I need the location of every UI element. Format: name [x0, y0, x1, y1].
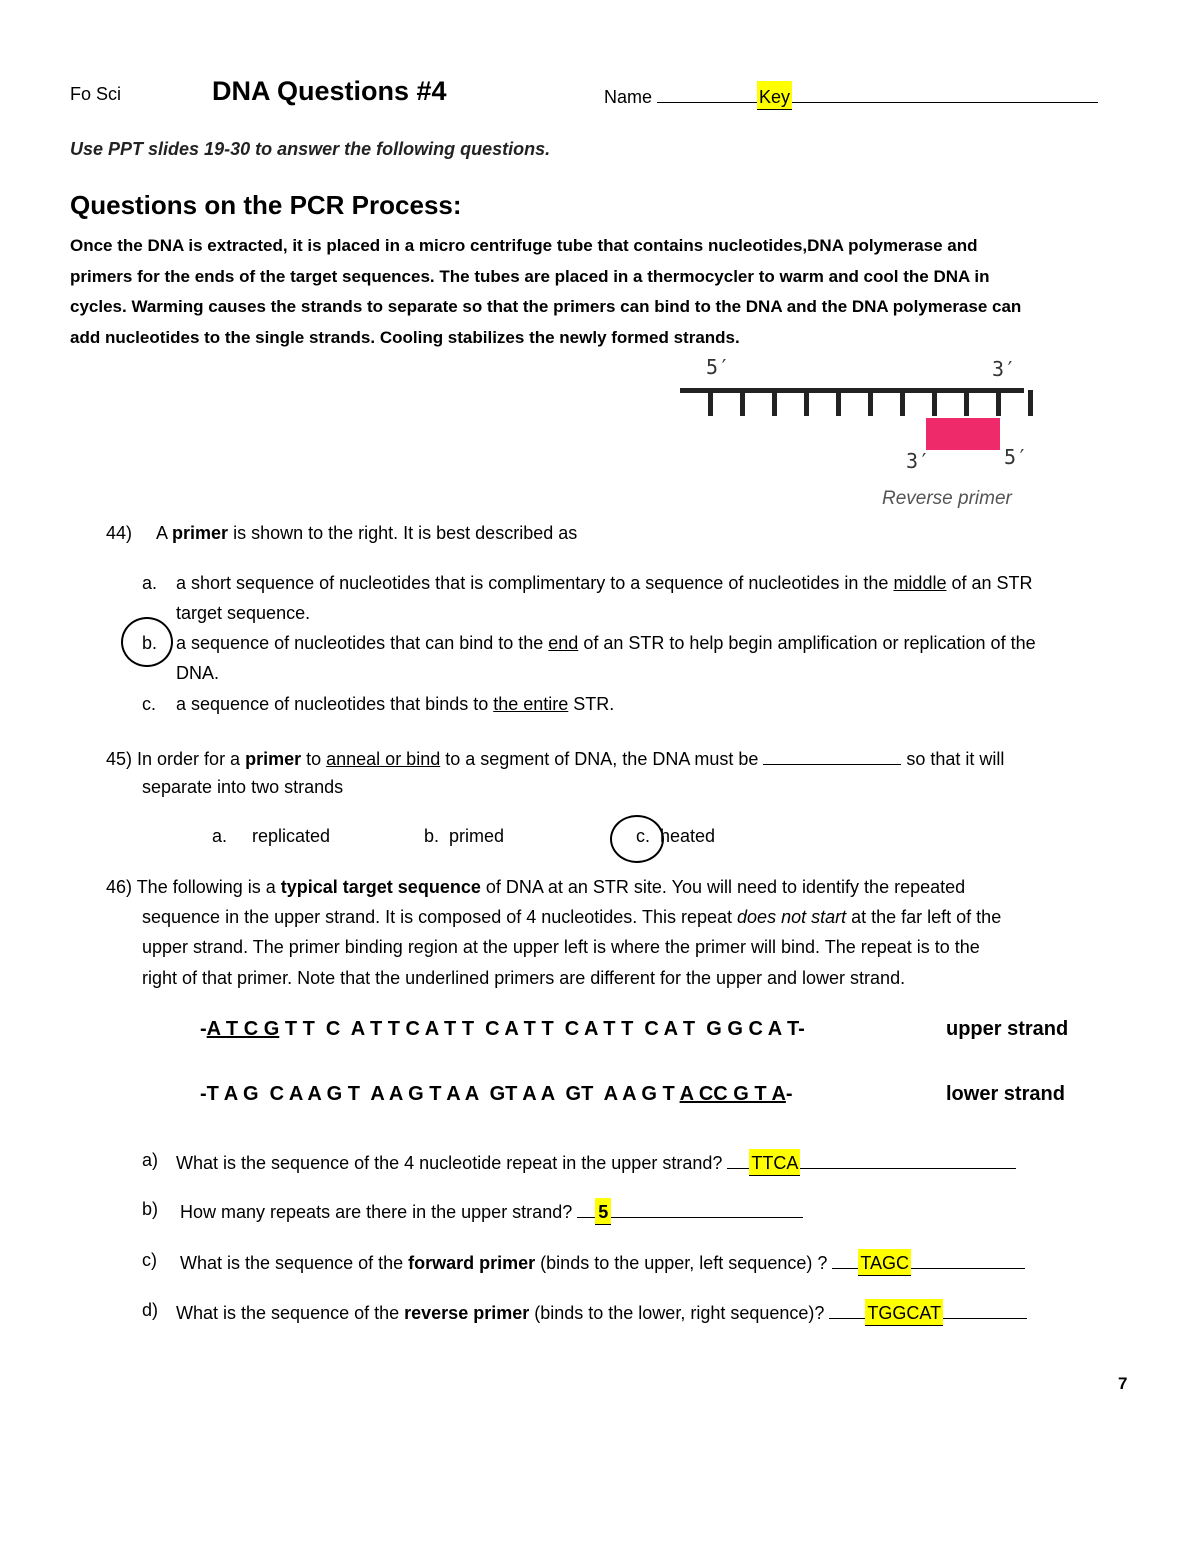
label-3-prime-top: 3′	[992, 357, 1017, 381]
subq-d	[176, 1300, 1027, 1324]
q44-option-a[interactable]	[176, 573, 1033, 594]
q44-option-a-letter: a.	[142, 573, 158, 593]
primer-block	[926, 418, 1000, 450]
q46-keyword: typical target sequence	[280, 877, 481, 897]
label-5-prime-bottom: 5′	[1004, 445, 1029, 469]
q45-blank[interactable]	[763, 746, 901, 765]
option-text: of an STR to help begin amplification or replication of the	[578, 633, 1036, 653]
q44-text: is shown to the right. It is best described as	[228, 523, 578, 543]
q44-keyword: primer	[172, 523, 229, 543]
option-text: a sequence of nucleotides that binds to	[176, 694, 494, 714]
section-title: Questions on the PCR Process:	[70, 190, 462, 220]
seq-part: -	[785, 1083, 793, 1105]
dna-base-tooth	[772, 390, 777, 416]
name-answer: Key	[757, 81, 792, 110]
option-emphasis: the entire	[493, 694, 569, 714]
subq-text: (binds to the lower, right sequence)?	[529, 1303, 825, 1323]
intro-line: cycles. Warming causes the strands to separate so that the primers can bind to the DNA and the DNA polymerase can	[70, 297, 1022, 316]
subq-keyword: forward primer	[408, 1253, 536, 1273]
subq-b-letter: b)	[142, 1199, 159, 1219]
q45-number: 45)	[106, 749, 133, 769]
q44-stem	[106, 523, 577, 544]
q44-option-c-letter: c.	[142, 694, 157, 714]
subq-b	[180, 1199, 803, 1223]
dna-base-tooth	[836, 390, 841, 416]
subq-d-answer[interactable]: TGGCAT	[865, 1299, 943, 1326]
q45-emphasis: anneal or bind	[326, 749, 441, 769]
q45-text: so that it will	[901, 749, 1005, 769]
reverse-primer-binding-site: A CC G T A	[679, 1083, 786, 1105]
q46-text: The following is a	[132, 877, 281, 897]
option-emphasis: middle	[893, 573, 947, 593]
subq-text: What is the sequence of the	[176, 1303, 405, 1323]
upper-strand-label: upper strand	[946, 1018, 1069, 1040]
name-label: Name	[604, 87, 653, 107]
q44-option-b-letter: b.	[142, 633, 158, 653]
dna-base-teeth	[708, 390, 1033, 416]
q45-option-a[interactable]: a. replicated	[212, 826, 331, 846]
q45-text: In order for a	[132, 749, 246, 769]
intro-line: add nucleotides to the single strands. Cooling stabilizes the newly formed strands.	[70, 327, 740, 347]
option-text: of an STR	[946, 573, 1033, 593]
q46-line1	[106, 877, 965, 898]
label-5-prime-top: 5′	[706, 355, 731, 379]
q46-text: of DNA at an STR site. You will need to identify the repeated	[480, 877, 966, 897]
upper-strand-sequence	[200, 1018, 805, 1041]
dna-base-tooth	[932, 390, 937, 416]
option-text: a short sequence of nucleotides that is complimentary to a sequence of nucleotides in the	[176, 573, 894, 593]
q44-number: 44)	[106, 523, 133, 543]
q45-option-c[interactable]: heated	[660, 826, 716, 846]
q45-text: to	[301, 749, 327, 769]
q44-option-c[interactable]	[176, 694, 614, 715]
subq-keyword: reverse primer	[404, 1303, 530, 1323]
dna-base-tooth	[1028, 390, 1033, 416]
option-text: STR.	[568, 694, 615, 714]
intro-line: primers for the ends of the target sequences. The tubes are placed in a thermocycler to warm and cool the DNA in	[70, 266, 990, 286]
q46-emphasis: does not start	[737, 907, 847, 927]
q45-option-b[interactable]: b. primed	[424, 826, 505, 846]
subq-text: What is the sequence of the 4 nucleotide repeat in the upper strand?	[176, 1153, 723, 1173]
option-text: a sequence of nucleotides that can bind to the	[176, 633, 549, 653]
name-field	[604, 84, 1098, 108]
subq-c-letter: c)	[142, 1250, 157, 1270]
worksheet-title: DNA Questions #4	[212, 76, 447, 106]
q46-number: 46)	[106, 877, 133, 897]
q45-stem	[106, 746, 1004, 770]
subq-a-letter: a)	[142, 1150, 159, 1170]
dna-base-tooth	[740, 390, 745, 416]
option-emphasis: end	[548, 633, 579, 653]
diagram-caption: Reverse primer	[882, 488, 1012, 509]
subq-a-answer[interactable]: TTCA	[749, 1149, 800, 1176]
q44-option-b-line2: DNA.	[176, 663, 220, 683]
subq-b-answer[interactable]: 5	[595, 1198, 611, 1225]
dna-strand-backbone	[680, 388, 1024, 393]
subq-d-letter: d)	[142, 1300, 159, 1320]
q44-text: A	[156, 523, 173, 543]
q46-text: at the far left of the	[846, 907, 1002, 927]
seq-part: T T C A T T C A T T C A T T C A T T C A T G G C A T-	[279, 1018, 805, 1040]
subq-text: (binds to the upper, left sequence) ?	[535, 1253, 828, 1273]
dna-base-tooth	[964, 390, 969, 416]
q44-option-b[interactable]	[176, 633, 1036, 654]
dna-base-tooth	[804, 390, 809, 416]
seq-part: -T A G C A A G T A A G T A A GT A A GT A A G T	[200, 1083, 680, 1105]
subq-text: What is the sequence of the	[180, 1253, 409, 1273]
q46-line2	[142, 907, 1001, 928]
course-label: Fo Sci	[70, 84, 122, 104]
intro-paragraph	[70, 231, 1021, 353]
dna-base-tooth	[900, 390, 905, 416]
lower-strand-label: lower strand	[946, 1083, 1065, 1105]
dna-base-tooth	[996, 390, 1001, 416]
instructions: Use PPT slides 19-30 to answer the following questions.	[70, 139, 551, 159]
q46-text: sequence in the upper strand. It is composed of 4 nucleotides. This repeat	[142, 907, 738, 927]
subq-text: How many repeats are there in the upper strand?	[180, 1202, 573, 1222]
forward-primer-binding-site: A T C G	[206, 1018, 280, 1040]
dna-base-tooth	[868, 390, 873, 416]
seq-part: -	[200, 1018, 207, 1040]
intro-line: Once the DNA is extracted, it is placed in a micro centrifuge tube that contains nucleotides,DNA polymerase and	[70, 236, 978, 255]
q45-keyword: primer	[245, 749, 302, 769]
lower-strand-sequence	[200, 1083, 793, 1106]
q45-text: to a segment of DNA, the DNA must be	[440, 749, 759, 769]
label-3-prime-bottom: 3′	[906, 449, 931, 473]
q46-line3: upper strand. The primer binding region at the upper left is where the primer will bind. The repeat is to the	[142, 937, 980, 957]
dna-base-tooth	[708, 390, 713, 416]
subq-c-answer[interactable]: TAGC	[858, 1249, 911, 1276]
subq-c	[180, 1250, 1025, 1274]
q45-option-c-letter: c.	[636, 826, 651, 846]
q45-line2: separate into two strands	[142, 777, 344, 797]
q44-option-a-line2: target sequence.	[176, 603, 311, 623]
page-number: 7	[1118, 1374, 1128, 1393]
q46-line4: right of that primer. Note that the underlined primers are different for the upper and lower strand.	[142, 968, 906, 988]
reverse-primer-diagram	[670, 352, 1050, 512]
subq-a	[176, 1150, 1016, 1174]
